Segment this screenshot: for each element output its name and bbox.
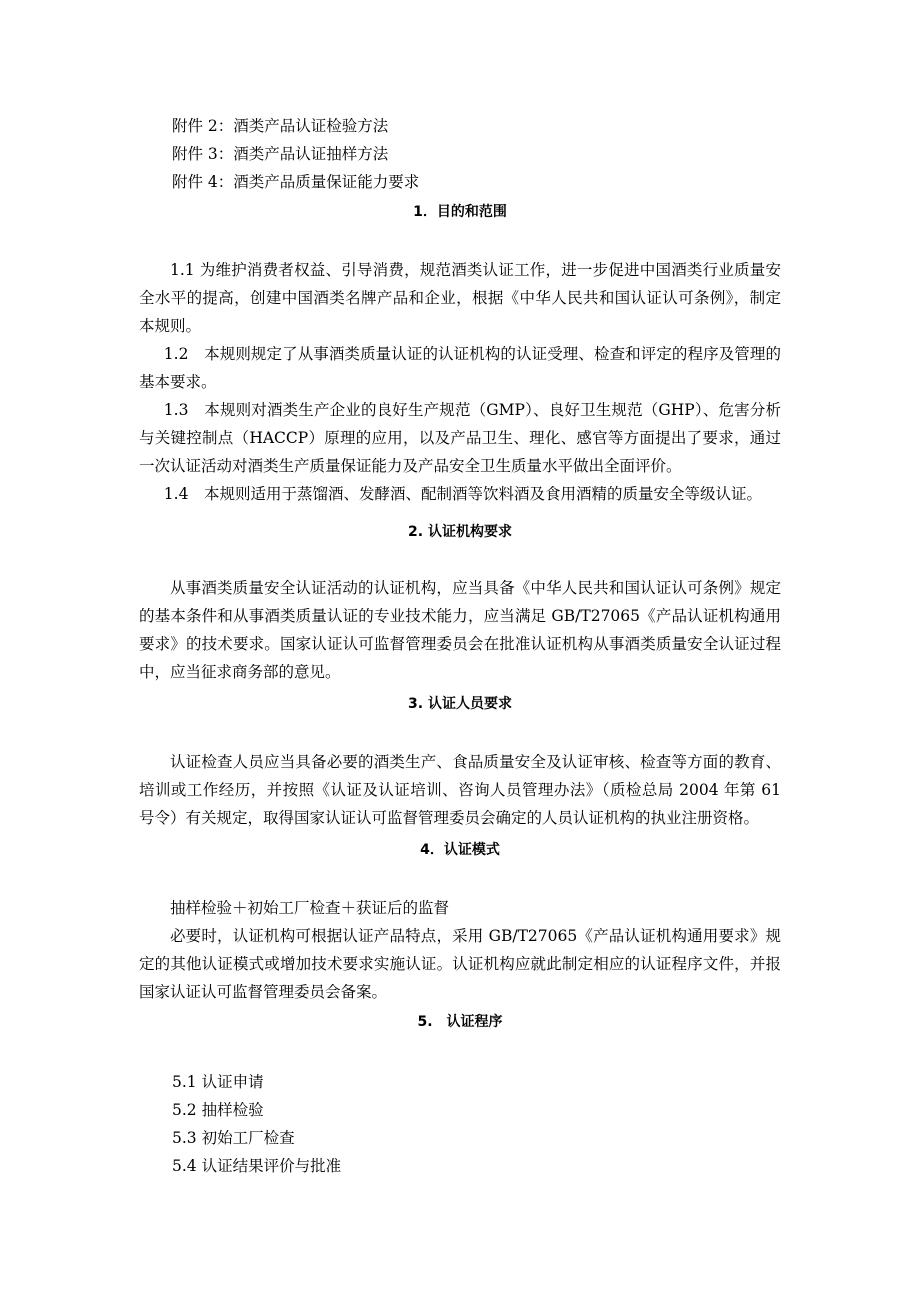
list-item: 5.1 认证申请 (172, 1073, 264, 1091)
section-1-body (139, 256, 781, 508)
paragraph-4-1: 抽样检验＋初始工厂检查＋获证后的监督 (170, 899, 450, 917)
section-4-heading: 4．认证模式 (420, 842, 500, 858)
attachment-list (139, 112, 781, 196)
section-1-heading: 1．目的和范围 (413, 204, 507, 220)
section-3-body (139, 748, 781, 832)
paragraph-1-4: 1.4 本规则适用于蒸馏酒、发酵酒、配制酒等饮料酒及食用酒精的质量安全等级认证。 (163, 485, 762, 503)
paragraph-1-3: 1.3 本规则对酒类生产企业的良好生产规范（GMP）、良好卫生规范（GHP）、危害分析与关键控制点（HACCP）原理的应用，以及产品卫生、理化、感官等方面提出了要求，通过一次认证活动对酒类生产质量保证能力及产品安全卫生质量水平做出全面评价。 (139, 401, 781, 475)
section-5-heading: 5. 认证程序 (417, 1014, 503, 1030)
section-2-body (139, 574, 781, 686)
section-5-list (139, 1068, 781, 1180)
section-2-heading: 2. 认证机构要求 (408, 524, 512, 540)
paragraph-3-1: 认证检查人员应当具备必要的酒类生产、食品质量安全及认证审核、检查等方面的教育、培训或工作经历，并按照《认证及认证培训、咨询人员管理办法》（质检总局 2004 年第 61 号令）有关规定，取得国家认证认可监督管理委员会确定的人员认证机构的执业注册资格。 (139, 753, 782, 827)
paragraph-1-1: 1.1 为维护消费者权益、引导消费，规范酒类认证工作，进一步促进中国酒类行业质量安全水平的提高，创建中国酒类名牌产品和企业，根据《中华人民共和国认证认可条例》，制定本规则。 (139, 261, 781, 335)
paragraph-1-2: 1.2 本规则规定了从事酒类质量认证的认证机构的认证受理、检查和评定的程序及管理的基本要求。 (139, 345, 781, 391)
paragraph-2-1: 从事酒类质量安全认证活动的认证机构，应当具备《中华人民共和国认证认可条例》规定的基本条件和从事酒类质量认证的专业技术能力，应当满足 GB/T27065《产品认证机构通用要求》的技术要求。国家认证认可监督管理委员会在批准认证机构从事酒类质量安全认证过程中，应当征求商务部的意见。 (139, 579, 781, 681)
list-item: 5.4 认证结果评价与批准 (172, 1157, 342, 1175)
attachment-item: 附件 4：酒类产品质量保证能力要求 (172, 173, 420, 191)
attachment-item: 附件 3：酒类产品认证抽样方法 (172, 145, 389, 163)
list-item: 5.3 初始工厂检查 (172, 1129, 295, 1147)
paragraph-4-2: 必要时，认证机构可根据认证产品特点，采用 GB/T27065《产品认证机构通用要求》规定的其他认证模式或增加技术要求实施认证。认证机构应就此制定相应的认证程序文件，并报国家认证认可监督管理委员会备案。 (139, 927, 781, 1001)
section-4-body (139, 894, 781, 1006)
list-item: 5.2 抽样检验 (172, 1101, 264, 1119)
section-3-heading: 3. 认证人员要求 (408, 696, 512, 712)
attachment-item: 附件 2：酒类产品认证检验方法 (172, 117, 389, 135)
